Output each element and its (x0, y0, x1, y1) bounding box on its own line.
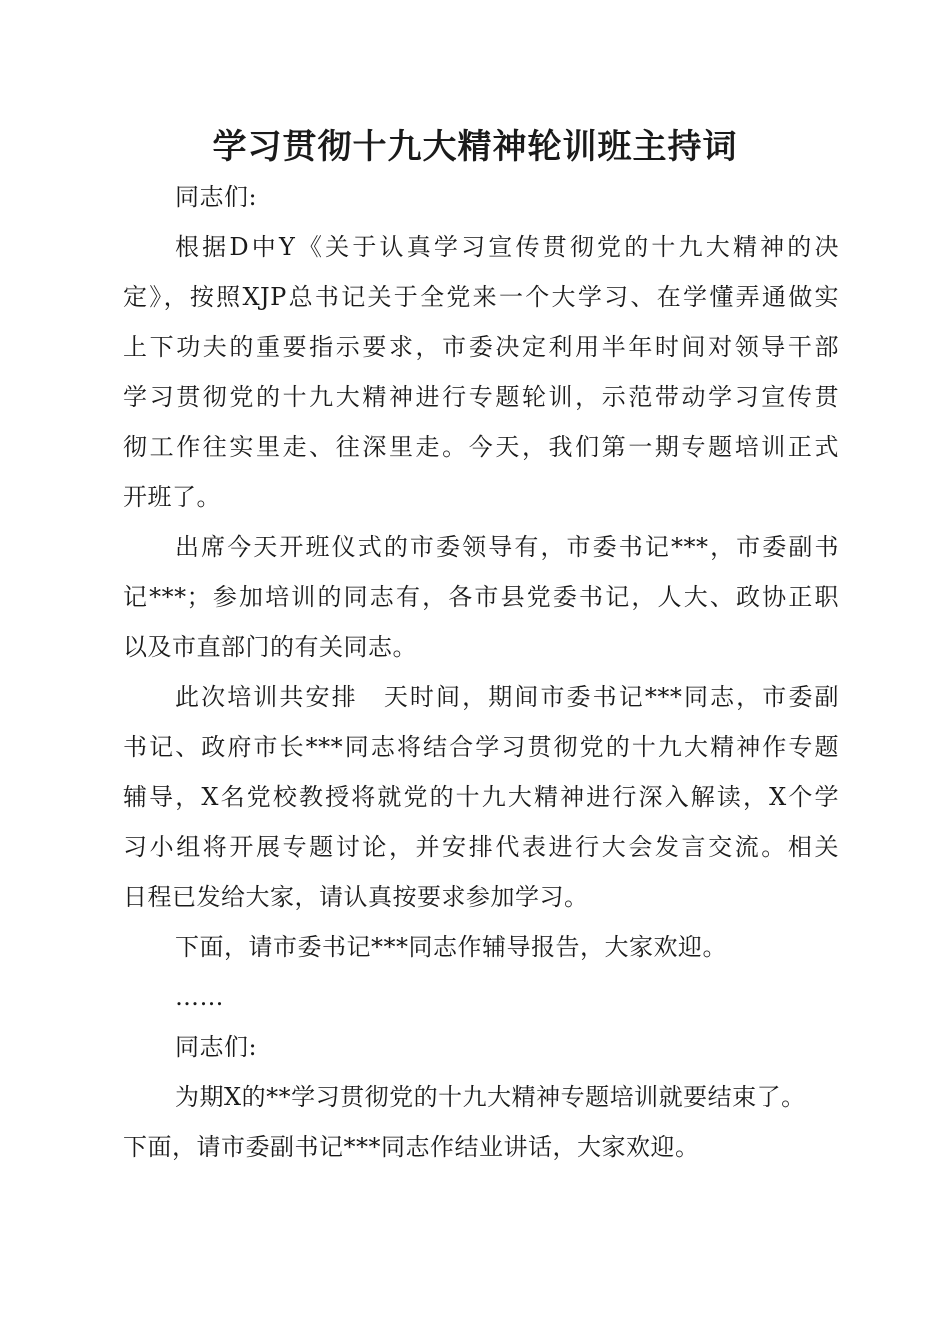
text-line: 辅导，X名党校教授将就党的十九大精神进行深入解读，X个学 (123, 783, 839, 811)
document-title: 学习贯彻十九大精神轮训班主持词 (212, 127, 738, 167)
text-line: 记***；参加培训的同志有，各市县党委书记，人大、政协正职 (123, 583, 839, 611)
text-line: 书记、政府市长***同志将结合学习贯彻党的十九大精神作专题 (123, 733, 839, 761)
text-line: 下面，请市委副书记***同志作结业讲话，大家欢迎。 (123, 1133, 700, 1161)
text-line: 为期X的**学习贯彻党的十九大精神专题培训就要结束了。 (175, 1083, 806, 1111)
text-line: 出席今天开班仪式的市委领导有，市委书记***，市委副书 (175, 533, 839, 561)
text-line: 日程已发给大家，请认真按要求参加学习。 (123, 883, 589, 911)
text-line: 以及市直部门的有关同志。 (123, 633, 417, 661)
text-line: 下面，请市委书记***同志作辅导报告，大家欢迎。 (175, 933, 727, 961)
text-line: 同志们: (175, 183, 258, 211)
text-line: 同志们: (175, 1033, 258, 1061)
text-line: …… (175, 983, 224, 1011)
text-line: 此次培训共安排 天时间，期间市委书记***同志，市委副 (175, 683, 839, 711)
text-line: 根据D中Y《关于认真学习宣传贯彻党的十九大精神的决 (175, 233, 839, 261)
text-line: 学习贯彻党的十九大精神进行专题轮训，示范带动学习宣传贯 (123, 383, 839, 411)
text-line: 上下功夫的重要指示要求，市委决定利用半年时间对领导干部 (123, 333, 839, 361)
text-line: 彻工作往实里走、往深里走。今天，我们第一期专题培训正式 (123, 433, 839, 461)
text-line: 习小组将开展专题讨论，并安排代表进行大会发言交流。相关 (123, 833, 839, 861)
text-line: 定》，按照XJP总书记关于全党来一个大学习、在学懂弄通做实 (123, 283, 839, 311)
text-line: 开班了。 (123, 483, 221, 511)
document-body (123, 172, 839, 1172)
